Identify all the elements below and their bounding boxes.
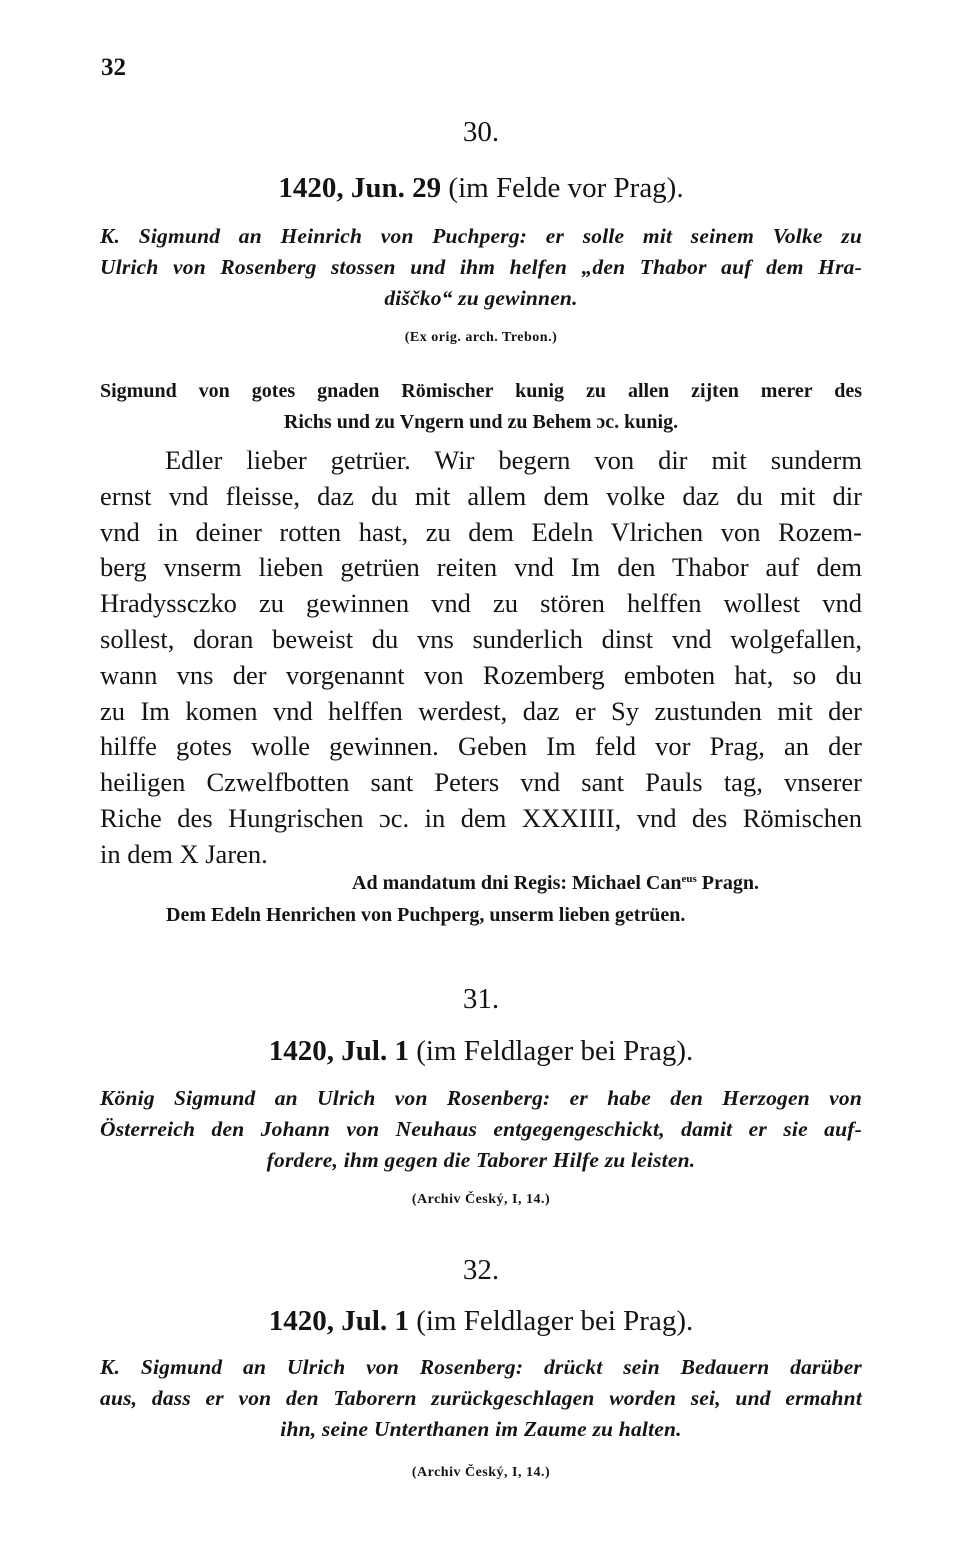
doc30-summary-line: Ulrich von Rosenberg stossen und ihm helfen „den Thabor auf dem Hra- [100, 255, 862, 279]
doc31-summary-line: fordere, ihm gegen die Taborer Hilfe zu leisten. [266, 1148, 696, 1172]
doc30-text-line: vnd in deiner rotten hast, zu dem Edeln Vlrichen von Rozem- [100, 516, 862, 547]
doc30-text-line: wann vns der vorgenannt von Rozemberg emboten hat, so du [100, 659, 862, 690]
doc30-source: (Ex orig. arch. Trebon.) [404, 330, 558, 345]
doc30-summary [100, 221, 862, 314]
doc32-date-line [0, 1305, 960, 1338]
doc30-summary-line: diščko“ zu gewinnen. [384, 286, 578, 310]
doc31-summary-line: König Sigmund an Ulrich von Rosenberg: er habe den Herzogen von [100, 1086, 862, 1110]
doc31-place: (im Feldlager bei Prag). [416, 1035, 694, 1067]
doc30-text-line: Hradyssczko zu gewinnen vnd zu stören helffen wollest vnd [100, 588, 862, 619]
doc30-summary-line: K. Sigmund an Heinrich von Puchperg: er solle mit seinem Volke zu [100, 224, 862, 248]
doc30-date-line [0, 172, 960, 205]
doc30-mandate-sup: eus [681, 873, 697, 885]
doc30-text-line: Riche des Hungrischen ɔc. in dem XXXIIII, vnd des Römischen [100, 802, 862, 833]
doc32-summary-line: K. Sigmund an Ulrich von Rosenberg: drückt sein Bedauern darüber [100, 1355, 862, 1379]
doc31-source: (Archiv Český, I, 14.) [411, 1192, 551, 1207]
doc30-text-line: in dem X Jaren. [100, 838, 268, 869]
doc30-mandate-end: Pragn. [696, 872, 759, 894]
doc30-place: (im Felde vor Prag). [448, 172, 684, 204]
doc30-text-line: sollest, doran beweist du vns sunderlich dinst vnd wolgefallen, [100, 623, 862, 654]
doc30-address: Dem Edeln Henrichen von Puchperg, unserm lieben getrüen. [166, 904, 686, 926]
doc32-date: 1420, Jul. 1 [268, 1305, 409, 1337]
doc31-date-line [0, 1035, 960, 1068]
doc32-summary [100, 1352, 862, 1445]
doc32-source: (Archiv Český, I, 14.) [411, 1465, 551, 1480]
doc31-number: 31. [462, 983, 500, 1015]
doc30-mandate [352, 872, 759, 895]
doc30-text-line: Edler lieber getrüer. Wir begern von dir mit sunderm [165, 445, 862, 475]
doc32-summary-line: aus, dass er von den Taborern zurückgeschlagen worden sei, und ermahnt [100, 1386, 862, 1410]
page-number: 32 [101, 54, 126, 81]
doc30-intitulatio-line: Richs und zu Vngern und zu Behem ɔc. kunig. [283, 411, 679, 433]
doc30-text-line: hilffe gotes wolle gewinnen. Geben Im feld vor Prag, an der [100, 731, 862, 762]
doc30-text-line: berg vnserm lieben getrüen reiten vnd Im den Thabor auf dem [100, 552, 862, 583]
doc31-date: 1420, Jul. 1 [268, 1035, 409, 1067]
doc32-number: 32. [462, 1254, 500, 1286]
doc32-place: (im Feldlager bei Prag). [416, 1305, 694, 1337]
doc30-text-line: zu Im komen vnd helffen werdest, daz er Sy zustunden mit der [100, 695, 862, 726]
doc31-summary [100, 1083, 862, 1176]
doc30-text-line: ernst vnd fleisse, daz du mit allem dem volke daz du mit dir [100, 480, 862, 511]
doc30-mandate-text: Ad mandatum dni Regis: Michael Can [352, 872, 682, 894]
doc30-text [100, 443, 862, 873]
doc30-intitulatio-line: Sigmund von gotes gnaden Römischer kunig zu allen zijten merer des [100, 380, 862, 402]
doc30-date: 1420, Jun. 29 [278, 172, 442, 204]
doc31-summary-line: Österreich den Johann von Neuhaus entgegengeschickt, damit er sie auf- [100, 1117, 862, 1141]
doc32-summary-line: ihn, seine Unterthanen im Zaume zu halten. [280, 1417, 682, 1441]
doc30-intitulatio [100, 376, 862, 438]
doc30-number: 30. [462, 116, 500, 148]
doc30-text-line: heiligen Czwelfbotten sant Peters vnd sant Pauls tag, vnserer [100, 767, 862, 798]
